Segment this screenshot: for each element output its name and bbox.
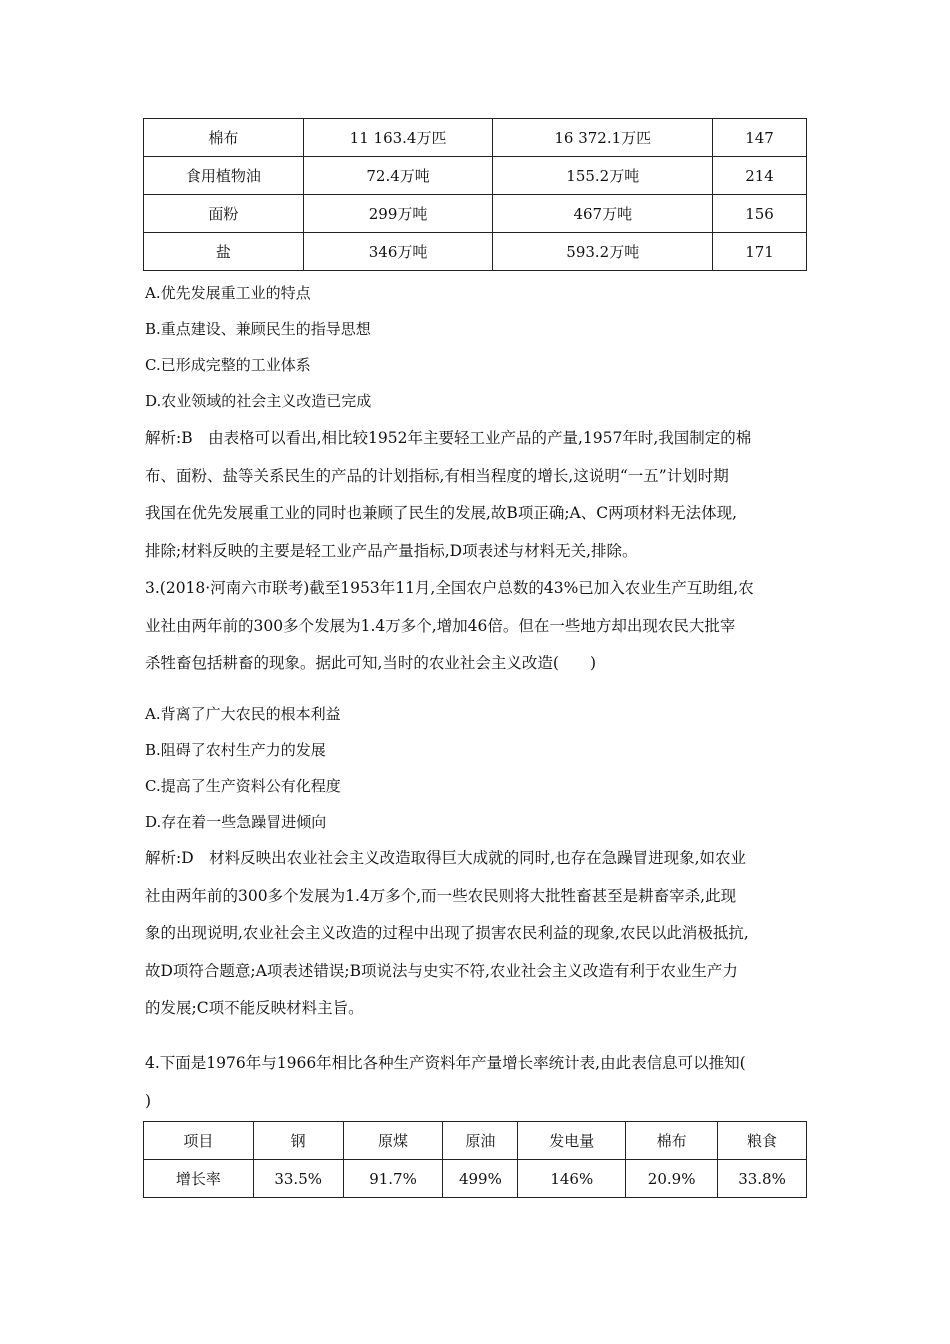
table-cell: 146% xyxy=(518,1160,626,1198)
text-line: 我国在优先发展重工业的同时也兼顾了民生的发展,故B项正确;A、C两项材料无法体现, xyxy=(145,504,738,522)
text-line: 3.(2018·河南六市联考)截至1953年11月,全国农户总数的43%已加入农业生产互助组,农 xyxy=(145,579,754,597)
table-cell: 299万吨 xyxy=(303,195,493,233)
table-cell: 33.8% xyxy=(718,1160,807,1198)
table-header-cell: 原煤 xyxy=(343,1122,443,1160)
table-cell: 72.4万吨 xyxy=(303,157,493,195)
table-cell: 147 xyxy=(713,119,807,157)
table-cell: 593.2万吨 xyxy=(493,233,713,271)
text-line: 4.下面是1976年与1966年相比各种生产资料年产量增长率统计表,由此表信息可以推知( xyxy=(145,1054,746,1072)
table-cell: 155.2万吨 xyxy=(493,157,713,195)
table-cell: 增长率 xyxy=(144,1160,254,1198)
table-cell: 214 xyxy=(713,157,807,195)
table-cell: 盐 xyxy=(144,233,304,271)
q2-option-d: D.农业领域的社会主义改造已完成 xyxy=(145,392,372,410)
text-line: 业社由两年前的300多个发展为1.4万多个,增加46倍。但在一些地方却出现农民大批宰 xyxy=(145,616,736,635)
table-cell: 91.7% xyxy=(343,1160,443,1198)
text-line: 解析:B 由表格可以看出,相比较1952年主要轻工业产品的产量,1957年时,我国制定的棉 xyxy=(145,429,752,447)
q2-analysis xyxy=(145,420,809,570)
table-row xyxy=(144,1160,807,1198)
table-cell: 面粉 xyxy=(144,195,304,233)
table-header-row xyxy=(144,1122,807,1160)
q2-option-c: C.已形成完整的工业体系 xyxy=(145,356,311,374)
table-cell: 171 xyxy=(713,233,807,271)
table-cell: 20.9% xyxy=(626,1160,718,1198)
table-header-cell: 粮食 xyxy=(718,1122,807,1160)
text-line: 故D项符合题意;A项表述错误;B项说法与史实不符,农业社会主义改造有利于农业生产力 xyxy=(145,961,738,980)
table-cell: 467万吨 xyxy=(493,195,713,233)
text-line: 的发展;C项不能反映材料主旨。 xyxy=(145,999,364,1017)
table-header-cell: 发电量 xyxy=(518,1122,626,1160)
table-cell: 156 xyxy=(713,195,807,233)
growth-rate-table xyxy=(143,1121,807,1198)
table-row xyxy=(144,233,807,271)
table-cell: 16 372.1万匹 xyxy=(493,119,713,157)
table-row xyxy=(144,119,807,157)
table-cell: 499% xyxy=(443,1160,518,1198)
table-cell: 11 163.4万匹 xyxy=(303,119,493,157)
q3-option-d: D.存在着一些急躁冒进倾向 xyxy=(145,813,327,831)
production-table xyxy=(143,118,807,271)
table-header-cell: 原油 xyxy=(443,1122,518,1160)
q2-option-b: B.重点建设、兼顾民生的指导思想 xyxy=(145,320,371,338)
q3-option-b: B.阻碍了农村生产力的发展 xyxy=(145,741,326,759)
table-cell: 346万吨 xyxy=(303,233,493,271)
q3-stem xyxy=(145,570,809,683)
text-line: 杀牲畜包括耕畜的现象。据此可知,当时的农业社会主义改造( ) xyxy=(145,654,597,672)
table-header-cell: 钢 xyxy=(253,1122,343,1160)
q3-analysis xyxy=(145,840,809,1028)
q3-option-a: A.背离了广大农民的根本利益 xyxy=(145,705,341,723)
q4-stem xyxy=(145,1045,809,1120)
text-line: 象的出现说明,农业社会主义改造的过程中出现了损害农民利益的现象,农民以此消极抵抗, xyxy=(145,924,749,942)
table-row xyxy=(144,157,807,195)
table-cell: 棉布 xyxy=(144,119,304,157)
q3-option-c: C.提高了生产资料公有化程度 xyxy=(145,777,341,795)
text-line: 布、面粉、盐等关系民生的产品的计划指标,有相当程度的增长,这说明“一五”计划时期 xyxy=(145,466,729,485)
text-line: ) xyxy=(145,1091,152,1110)
table-header-cell: 棉布 xyxy=(626,1122,718,1160)
table-cell: 33.5% xyxy=(253,1160,343,1198)
text-line: 社由两年前的300多个发展为1.4万多个,而一些农民则将大批牲畜甚至是耕畜宰杀,此现 xyxy=(145,886,737,905)
table-row xyxy=(144,195,807,233)
table-cell: 食用植物油 xyxy=(144,157,304,195)
q2-option-a: A.优先发展重工业的特点 xyxy=(145,284,311,302)
text-line: 解析:D 材料反映出农业社会主义改造取得巨大成就的同时,也存在急躁冒进现象,如农业 xyxy=(145,849,747,867)
text-line: 排除;材料反映的主要是轻工业产品产量指标,D项表述与材料无关,排除。 xyxy=(145,541,638,560)
table-header-cell: 项目 xyxy=(144,1122,254,1160)
